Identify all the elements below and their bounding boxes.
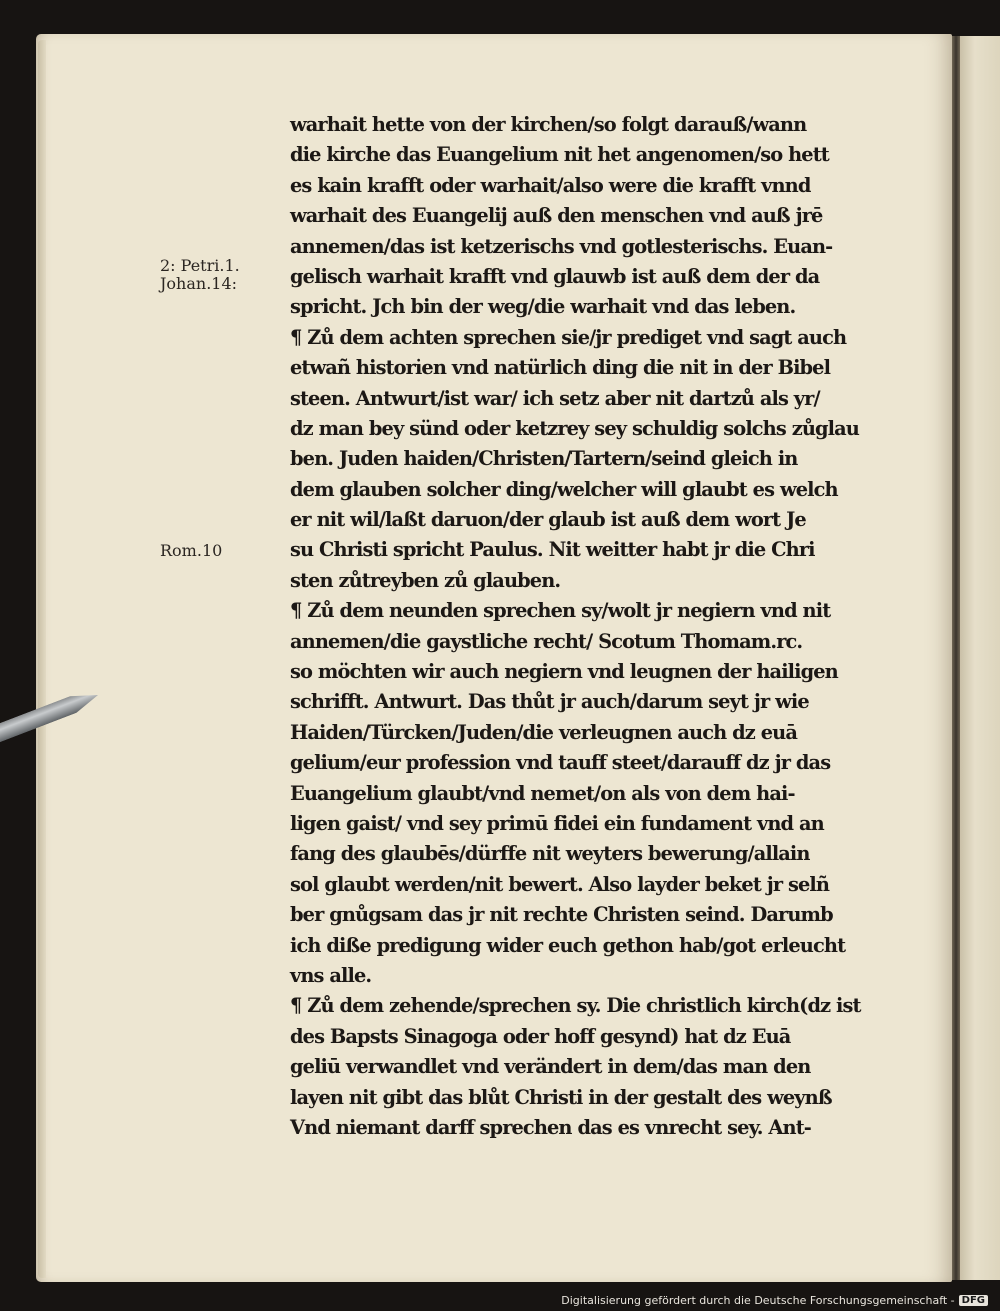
text-line: steen. Antwurt/ist war/ ich setz aber nit dartzů als yr/ [290, 386, 820, 410]
next-page-edge [958, 36, 1000, 1280]
page-edge-left [38, 40, 46, 1278]
margin-note: Rom.10 [160, 541, 223, 560]
margin-note: 2: Petri.1. [160, 256, 240, 275]
text-line: vns alle. [290, 963, 372, 987]
text-line: ¶ Zů dem zehende/sprechen sy. Die christlich kirch(dz ist [290, 994, 861, 1018]
text-line: sol glaubt werden/nit bewert. Also layder beket jr selñ [290, 872, 830, 896]
text-line: Euangelium glaubt/vnd nemet/on als von dem hai- [290, 781, 795, 805]
text-line: etwañ histori̇en vnd natürlich ding die nit in der Bibel [290, 356, 831, 380]
footer-credit-text: Digitalisierung gefördert durch die Deutsche Forschungsgemeinschaft - [561, 1294, 955, 1307]
text-line: die kirche das Euangelium nit het angenomen/so hett [290, 143, 829, 167]
text-line: geliū verwandlet vnd verändert in dem/das man den [290, 1055, 811, 1079]
text-line: sten zůtreyben zů glauben. [290, 568, 561, 592]
text-line: gelium/eur profession vnd tauff steet/darauff dz jr das [290, 751, 831, 775]
text-line: ber gnůgsam das jr nit rechte Christen seind. Darumb [290, 903, 833, 927]
text-line: ben. Juden haiden/Christen/Tartern/seind gleich in [290, 447, 798, 471]
text-line: dem glauben solcher ding/welcher will glaubt es welch [290, 477, 838, 501]
text-line: su Christi spricht Paulus. Nit weitter habt jr die Chri [290, 538, 815, 562]
text-line: er nit wil/laßt daruon/der glaub ist auß dem wort Je [290, 508, 806, 532]
text-line: dz man bey sünd oder ketzrey sey schuldig solchs zůglau [290, 416, 859, 440]
text-line: ich diße predigung wider euch gethon hab/got erleucht [290, 933, 846, 957]
text-line: gelisch warhait krafft vnd glauwb ist auß dem der da [290, 264, 820, 288]
text-line: annemen/die gaystliche recht/ Scotum Thomam.rc. [290, 629, 803, 653]
main-text-block [290, 110, 880, 1143]
text-line: spricht. Jch bin der weg/die warhait vnd das leben. [290, 295, 796, 319]
text-line: ¶ Zů dem achten sprechen sie/jr prediget vnd sagt auch [290, 325, 847, 349]
text-line: so möchten wir auch negiern vnd leugnen der hailigen [290, 660, 838, 684]
footer-credit [561, 1294, 988, 1307]
text-line: layen nit gibt das blůt Christi in der gestalt des weynß [290, 1085, 832, 1109]
margin-note: Johan.14: [160, 274, 238, 293]
text-line: es kain krafft oder warhait/also were die krafft vnnd [290, 173, 811, 197]
text-line: Haiden/Türcken/Juden/die verleugnen auch dz euā [290, 720, 798, 744]
text-line: Vnd niemant darff sprechen das es vnrecht sey. Ant- [290, 1115, 811, 1139]
text-line: ¶ Zů dem neunden sprechen sy/wolt jr negiern vnd nit [290, 599, 831, 623]
dfg-logo: DFG [959, 1295, 988, 1306]
text-line: ligen gaist/ vnd sey primū fidei ein fundament vnd an [290, 811, 824, 835]
text-line: warhait hette von der kirchen/so folgt darauß/wann [290, 113, 807, 136]
text-line: des Bapsts Sinagoga oder hoff gesynd) hat dz Euā [290, 1024, 791, 1048]
text-line: annemen/das ist ketzerischs vnd gotlesterischs. Euan- [290, 234, 833, 258]
text-line: schrifft. Antwurt. Das thůt jr auch/darum seyt jr wie [290, 690, 809, 714]
text-line: warhait des Euangelij auß den menschen vnd auß jrē [290, 204, 823, 228]
text-line: fang des glaubēs/dürffe nit weyters bewerung/allain [290, 842, 810, 866]
